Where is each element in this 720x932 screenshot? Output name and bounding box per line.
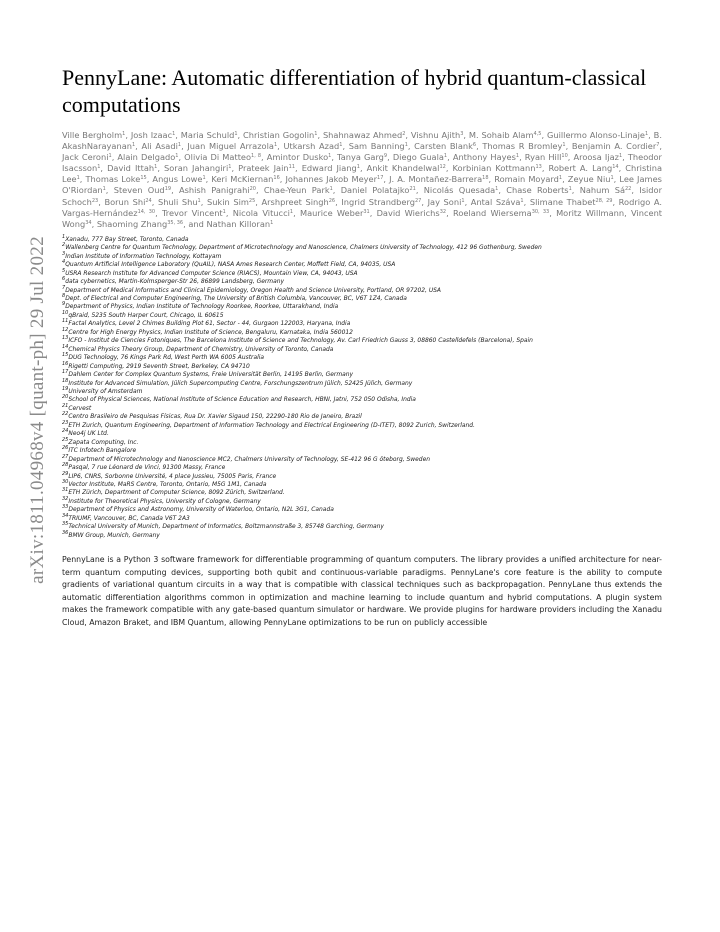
author-affiliation-marker: 24 xyxy=(145,197,152,204)
author-affiliation-marker: 1 xyxy=(495,186,499,193)
author-name: Vishnu Ajith xyxy=(410,130,461,140)
author-name: Ryan Hill xyxy=(524,152,562,163)
author-affiliation-marker: 1 xyxy=(102,186,106,193)
author-name: Nicolás Quesada xyxy=(423,185,496,196)
paper-title: PennyLane: Automatic differentiation of hybrid quantum-classical computations xyxy=(62,65,647,117)
author-affiliation-marker: 1 xyxy=(610,175,614,182)
author-name: Daniel Polatajko xyxy=(340,185,410,196)
author-name: Tanya Garg xyxy=(337,152,384,163)
author-affiliation-marker: 1 xyxy=(175,153,179,160)
affiliation-item xyxy=(62,343,662,354)
author-affiliation-marker: 2 xyxy=(402,131,406,137)
affiliation-number: 32 xyxy=(62,495,69,502)
affiliation-number: 34 xyxy=(62,512,69,519)
affiliation-number: 16 xyxy=(62,360,69,367)
author-name: Ville Bergholm xyxy=(62,130,123,140)
affiliation-text: School of Physical Sciences, National Institute of Science Education and Research, HBNI, Jatni, 752 050 Odisha, India xyxy=(68,396,416,404)
affiliation-number: 28 xyxy=(62,462,69,469)
author-name: Benjamin A. Cordier xyxy=(571,141,657,152)
affiliation-text: Chemical Physics Theory Group, Department of Chemistry, University of Toronto, Canada xyxy=(68,345,334,353)
author-name: Keri McKiernan xyxy=(211,174,274,185)
author-name: Arshpreet Singh xyxy=(261,196,329,207)
author-name: Christina Lee xyxy=(62,163,663,185)
affiliation-text: Pasqal, 7 rue Léonard de Vinci, 91300 Massy, France xyxy=(68,464,226,472)
author-affiliation-marker: 1 xyxy=(131,142,136,149)
author-name: Zeyue Niu xyxy=(567,174,611,185)
affiliation-text: ICFO - Institut de Ciencies Fotoniques, The Barcelona Institute of Science and Technology, Av. Carl Friedrich Gauss 3, 08860 Castelldefels (Barcelona), Spain xyxy=(68,337,533,345)
author-name: David Wierichs xyxy=(376,207,440,218)
author-name: Sam Banning xyxy=(348,141,405,152)
affiliation-number: 30 xyxy=(62,478,69,485)
affiliation-item xyxy=(62,303,662,311)
affiliation-text: Centre for High Energy Physics, Indian Institute of Science, Bengaluru, Karnataka, India 560012 xyxy=(68,328,353,336)
author-name: Roeland Wiersema xyxy=(452,207,532,218)
affiliation-number: 20 xyxy=(62,394,69,401)
author-name: Antal Száva xyxy=(470,196,521,207)
affiliation-text: Technical University of Munich, Department of Informatics, Boltzmannstraße 3, 85748 Garching, Germany xyxy=(68,523,384,531)
affiliation-item xyxy=(62,360,662,371)
author-list: Ville Bergholm$^1$, Josh Izaac$^1$, Maria Schuld$^1$, Christian Gogolin$^1$, Shahnawaz Ahmed$^2$, Vishnu Ajith$^3$, M. Sohaib Alam$^{4,5}$, Guillermo Alonso-Linaje$^1$, B. AkashNarayanan$^1$, Ali Asadi$^1$, Juan Miguel Arrazola$^1$, Utkarsh Azad$^1$, Sam Banning$^1$, Carsten Blank$^6$, Thomas R Bromley$^1$, Benjamin A. Cordier$^7$, Jack Ceroni$^1$, Alain Delgado$^1$, Olivia Di Matteo$^{1, 8}$, Amintor Dusko$^1$, Tanya Garg$^9$, Diego Guala$^1$, Anthony Hayes$^1$, Ryan Hill$^{10}$, Aroosa Ijaz$^1$, Theodor Isacsson$^1$, David Ittah$^1$, Soran Jahangiri$^1$, Prateek Jain$^{11}$, Edward Jiang$^1$, Ankit Khandelwal$^{12}$, Korbinian Kottmann$^{13}$, Robert A. Lang$^{14}$, Christina Lee$^1$, Thomas Loke$^{15}$, Angus Lowe$^1$, Keri McKiernan$^{16}$, Johannes Jakob Meyer$^{17}$, J. A. Montañez-Barrera$^{18}$, Romain Moyard$^1$, Zeyue Niu$^1$, Lee James O'Riordan$^1$, Steven Oud$^{19}$, Ashish Panigrahi$^{20}$, Chae-Yeun Park$^1$, Daniel Polatajko$^{21}$, Nicolás Quesada$^1$, Chase Roberts$^1$, Nahum $Sá^{22}$, Isidor Schoch$^{23}$, Borun Shi$^{24}$, Shuli Shu$^1$, Sukin Sim$^{25}$, Arshpreet Singh$^{26}$, Ingrid Strandberg$^{27}$, Jay Soni$^1$, Antal Száva$^1$, Slimane Thabet$^{28, 29}$, Rodrigo A. Vargas-Hernández$^{14, 30}$, Trevor Vincent$^1$, Nicola Vitucci$^1$, Maurice Weber$^{31}$, David Wierichs$^{32}$, Roeland Wiersema$^{30, 33}$, Moritz Willmann, Vincent Wong$^{34}$, Shaoming Zhang$^{35, 36}$, and Nathan Killoran$^1$ xyxy=(62,130,663,229)
affiliation-number: 4 xyxy=(62,259,66,266)
affiliation-item xyxy=(62,261,662,269)
affiliation-text: Centro Brasileiro de Pesquisas Físicas, Rua Dr. Xavier Sigaud 150, 22290-180 Rio de Janeiro, Brazil xyxy=(68,413,362,421)
affiliation-number: 29 xyxy=(62,470,69,477)
affiliation-number: 18 xyxy=(62,377,69,384)
affiliation-number: 22 xyxy=(62,411,69,418)
author-affiliation-marker: 1 xyxy=(568,186,572,193)
author-name: David Ittah xyxy=(107,163,155,174)
affiliation-item xyxy=(62,430,662,438)
author-name: Ingrid Strandberg xyxy=(341,196,415,207)
affiliation-text: USRA Research Institute for Advanced Computer Science (RIACS), Mountain View, CA, 94043, USA xyxy=(65,269,358,277)
author-name: Anthony Hayes xyxy=(452,152,516,163)
author-affiliation-marker: 1 xyxy=(562,142,566,149)
author-name: Amintor Dusko xyxy=(266,152,329,163)
affiliation-number: 7 xyxy=(62,284,66,291)
author-affiliation-marker: 1 xyxy=(339,142,343,149)
author-affiliation-marker: 1, 8 xyxy=(251,153,262,160)
author-name: Theodor Isacsson xyxy=(62,152,662,174)
author-affiliation-marker: 1 xyxy=(356,164,360,171)
abstract-text: PennyLane is a Python 3 software framework for differentiable programming of quantum computers. The library provides a unified architecture for near-term quantum computing devices, supporting both qubit and continuous-variable paradigms. PennyLane's core feature is the ability to compute gradients of variational quantum circuits in a way that is compatible with classical techniques such as backpropagation. PennyLane thus extends the automatic differentiation algorithms common in optimization and machine learning to include quantum and hybrid computations. A plugin system makes the framework compatible with any gate-based quantum simulator or hardware. We provide plugins for hardware providers including the Xanadu Cloud, Amazon Braket, and IBM Quantum, allowing PennyLane optimizations to be run on publicly accessible xyxy=(62,555,662,627)
author-affiliation-marker: 1 xyxy=(461,197,465,204)
affiliation-text: Neo4j UK Ltd. xyxy=(68,430,109,438)
affiliation-item xyxy=(62,267,662,278)
author-affiliation-marker: 11 xyxy=(288,164,296,171)
affiliation-number: 36 xyxy=(62,529,69,536)
affiliation-text: Dept. of Electrical and Computer Engineering, The University of British Columbia, Vancouver, BC, V6T 1Z4, Canada xyxy=(65,295,407,303)
affiliation-item xyxy=(62,354,662,362)
author-affiliation-marker: 1 xyxy=(234,131,238,137)
author-affiliation-marker: 17 xyxy=(377,175,384,182)
affiliation-text: data cybernetics, Martin-Kolmsperger-Str 26, 86899 Landsberg, Germany xyxy=(65,278,284,286)
author-name: Olivia Di Matteo xyxy=(184,152,252,163)
author-affiliation-marker: 35, 36 xyxy=(167,219,184,226)
affiliation-number: 31 xyxy=(62,487,69,494)
author-affiliation-marker: 21 xyxy=(409,186,416,193)
author-affiliation-marker: 1 xyxy=(443,153,448,160)
affiliation-text: BMW Group, Munich, Germany xyxy=(68,531,160,539)
author-name: Ali Asadi xyxy=(141,141,178,152)
author-affiliation-marker: 23 xyxy=(91,197,99,204)
author-name: Johannes Jakob Meyer xyxy=(285,174,378,185)
affiliation-item xyxy=(62,506,662,514)
author-affiliation-marker: 1 xyxy=(228,164,232,171)
affiliation-item xyxy=(62,413,662,421)
author-affiliation-marker: 31 xyxy=(363,208,370,215)
author-name: Nicola Vitucci xyxy=(232,207,290,218)
author-affiliation-marker: 32 xyxy=(439,208,447,215)
author-name: Jack Ceroni xyxy=(62,152,109,163)
author-affiliation-marker: 7 xyxy=(656,142,660,149)
author-name: Robert A. Lang xyxy=(548,163,613,174)
author-affiliation-marker: 27 xyxy=(414,197,422,204)
author-affiliation-marker: 15 xyxy=(140,175,147,182)
author-name: Shahnawaz Ahmed xyxy=(322,130,403,140)
author-name: Vincent Wong xyxy=(62,207,663,229)
author-affiliation-marker: 16 xyxy=(273,175,280,182)
author-affiliation-marker: 1 xyxy=(222,208,226,215)
affiliation-item xyxy=(62,326,662,337)
affiliation-item xyxy=(62,436,662,447)
affiliation-number: 11 xyxy=(62,318,69,325)
affiliation-item xyxy=(62,523,662,531)
author-name: Nathan Killoran xyxy=(206,218,271,229)
affiliation-text: University of Amsterdam xyxy=(68,388,143,395)
author-name: Steven Oud xyxy=(113,185,165,196)
author-affiliation-marker: 1 xyxy=(515,153,520,160)
author-affiliation-marker: 12 xyxy=(439,164,446,171)
author-name: Isidor Schoch xyxy=(62,185,662,207)
author-name: Shaoming Zhang xyxy=(96,218,168,229)
author-affiliation-marker: 22 xyxy=(625,186,632,193)
author-affiliation-marker: 3 xyxy=(460,131,464,137)
affiliation-number: 1 xyxy=(62,233,66,240)
author-name: Edward Jiang xyxy=(301,163,357,174)
author-name: Korbinian Kottmann xyxy=(452,163,536,174)
author-affiliation-marker: 9 xyxy=(383,153,388,160)
author-affiliation-marker: 1 xyxy=(273,142,278,149)
affiliation-text: Vector Institute, MaRS Centre, Toronto, Ontario, M5G 1M1, Canada xyxy=(68,480,267,488)
affiliation-text: ETH Zurich, Quantum Engineering, Department of Information Technology and Electrical Engineering (D-ITET), 8092 Zurich, Switzerland. xyxy=(68,421,475,429)
affiliation-number: 5 xyxy=(62,267,66,274)
affiliation-item xyxy=(62,464,662,472)
affiliation-text: Quantum Artificial Intelligence Laboratory (QuAIL), NASA Ames Research Center, Moffett Field, CA, 94035, USA xyxy=(65,261,396,269)
affiliation-item xyxy=(62,244,662,252)
author-affiliation-marker: 1 xyxy=(172,131,176,137)
author-affiliation-marker: 14 xyxy=(612,164,619,171)
affiliation-item xyxy=(62,377,662,388)
affiliation-text: LIP6, CNRS, Sorbonne Université, 4 place Jussieu, 75005 Paris, France xyxy=(68,472,277,480)
author-name: Ankit Khandelwal xyxy=(366,163,440,174)
affiliation-number: 24 xyxy=(62,428,69,435)
affiliation-item xyxy=(62,320,662,328)
author-name: Borun Shi xyxy=(104,196,146,207)
affiliation-item xyxy=(62,250,662,261)
author-name: Rodrigo A. Vargas-Hernández xyxy=(62,196,663,218)
affiliation-number: 12 xyxy=(62,326,69,333)
author-affiliation-marker: 10 xyxy=(561,153,568,160)
affiliation-text: Department of Medical Informatics and Clinical Epidemiology, Oregon Health and Science University, Portland, OR 97202, USA xyxy=(65,286,441,294)
affiliation-number: 21 xyxy=(62,402,69,409)
affiliation-text: Rigetti Computing, 2919 Seventh Street, Berkeley, CA 94710 xyxy=(68,362,250,370)
affiliation-text: qBraid, 5235 South Harper Court, Chicago, IL 60615 xyxy=(68,311,224,319)
author-name: Angus Lowe xyxy=(152,174,203,185)
author-affiliation-marker: 1 xyxy=(328,153,332,160)
affiliation-text: Factal Analytics, Level 2 Chimes Building Plot 61, Sector - 44, Gurgaon 122003, Haryana, India xyxy=(68,320,351,328)
author-affiliation-marker: 20 xyxy=(249,186,256,193)
affiliation-item xyxy=(62,470,662,481)
author-affiliation-marker: 34 xyxy=(85,219,92,226)
author-affiliation-marker: 1 xyxy=(644,131,649,137)
affiliation-item xyxy=(62,419,662,430)
affiliation-text: Xanadu, 777 Bay Street, Toronto, Canada xyxy=(65,235,189,243)
affiliation-text: Department of Microtechnology and Nanoscience MC2, Chalmers University of Technology, SE-412 96 G öteborg, Sweden xyxy=(68,455,430,463)
affiliation-text: Department of Physics, Indian Institute of Technology Roorkee, Roorkee, Uttarakhand, India xyxy=(65,303,339,311)
author-name: Thomas Loke xyxy=(85,174,141,185)
author-name: Jay Soni xyxy=(427,196,462,207)
affiliation-item xyxy=(62,512,662,523)
author-affiliation-marker: 1 xyxy=(404,142,408,149)
affiliation-number: 25 xyxy=(62,436,69,443)
affiliation-text: Wallenberg Centre for Quantum Technology, Department of Microtechnology and Nanoscience, Chalmers University of Technology, 412 96 Gothenburg, Sweden xyxy=(65,244,542,252)
affiliation-number: 6 xyxy=(62,276,66,283)
affiliation-text: Institute for Advanced Simulation, Jülich Supercomputing Centre, Forschungszentrum Jülich, 52425 Jülich, Germany xyxy=(68,379,413,387)
author-name: Prateek Jain xyxy=(238,163,289,174)
author-affiliation-marker: 1 xyxy=(558,175,563,182)
author-affiliation-marker: 14, 30 xyxy=(137,208,156,215)
affiliation-item xyxy=(62,453,662,464)
author-affiliation-marker: 1 xyxy=(329,186,333,193)
affiliation-item xyxy=(62,396,662,404)
author-affiliation-marker: 1 xyxy=(618,153,623,160)
author-name: Carsten Blank xyxy=(414,141,473,152)
author-affiliation-marker: 25 xyxy=(248,197,256,204)
affiliation-number: 2 xyxy=(62,242,66,249)
affiliation-text: Zapata Computing, Inc. xyxy=(68,438,139,446)
author-name: Guillermo Alonso-Linaje xyxy=(546,130,645,140)
arxiv-sidebar xyxy=(18,230,58,590)
author-name: Sukin Sim xyxy=(206,196,249,207)
affiliation-number: 26 xyxy=(62,445,69,452)
author-name: Diego Guala xyxy=(392,152,444,163)
author-affiliation-marker: 1 xyxy=(289,208,294,215)
author-affiliation-marker: 13 xyxy=(535,164,542,171)
author-name: Soran Jahangiri xyxy=(164,163,229,174)
affiliation-text: Department of Physics and Astronomy, University of Waterloo, Ontario, N2L 3G1, Canada xyxy=(68,506,334,514)
author-name: Nahum Sá xyxy=(579,185,625,196)
affiliation-text: Cervest xyxy=(68,404,92,412)
affiliation-item xyxy=(62,371,662,379)
author-name: Josh Izaac xyxy=(130,130,173,140)
author-affiliation-marker: 1 xyxy=(197,197,201,204)
affiliation-item xyxy=(62,447,662,455)
affiliation-number: 9 xyxy=(62,301,66,308)
affiliation-item xyxy=(62,337,662,345)
affiliation-text: Dahlem Center for Complex Quantum Systems, Freie Universität Berlin, 14195 Berlin, Germany xyxy=(68,371,354,379)
author-name: J. A. Montañez-Barrera xyxy=(389,174,483,185)
affiliation-number: 3 xyxy=(62,250,66,257)
affiliation-item xyxy=(62,278,662,286)
affiliation-number: 17 xyxy=(62,369,69,376)
affiliation-list xyxy=(62,233,662,540)
affiliation-text: Institute for Theoretical Physics, University of Cologne, Germany xyxy=(68,497,261,505)
affiliation-number: 35 xyxy=(62,521,69,528)
author-affiliation-marker: 1 xyxy=(202,175,206,182)
author-affiliation-marker: 1 xyxy=(108,153,112,160)
author-affiliation-marker: 1 xyxy=(154,164,158,171)
author-affiliation-marker: 1 xyxy=(76,175,80,182)
affiliation-number: 8 xyxy=(62,293,66,300)
author-name: Maurice Weber xyxy=(299,207,364,218)
arxiv-identifier: arXiv:1811.04968v4 [quant-ph] 29 Jul 2022 xyxy=(27,236,48,584)
author-affiliation-marker: 30, 33 xyxy=(531,208,550,215)
affiliation-number: 14 xyxy=(62,343,69,350)
author-name: Romain Moyard xyxy=(494,174,559,185)
author-affiliation-marker: 1 xyxy=(122,131,126,137)
author-name: B. AkashNarayanan xyxy=(62,130,662,152)
affiliation-text: ETH Zürich, Department of Computer Science, 8092 Zürich, Switzerland. xyxy=(68,489,285,497)
author-name: Utkarsh Azad xyxy=(283,141,340,152)
affiliation-item xyxy=(62,489,662,497)
author-name: Ashish Panigrahi xyxy=(178,185,250,196)
affiliation-number: 10 xyxy=(62,309,69,316)
author-name: Aroosa Ijaz xyxy=(573,152,619,163)
affiliation-text: DUG Technology, 76 Kings Park Rd, West Perth WA 6005 Australia xyxy=(68,354,265,362)
paper-first-page xyxy=(62,0,662,629)
author-name: Lee James O'Riordan xyxy=(62,174,662,196)
affiliation-item xyxy=(62,284,662,295)
affiliation-number: 19 xyxy=(62,386,69,392)
author-name: M. Sohaib Alam xyxy=(468,130,534,140)
author-name: Alain Delgado xyxy=(117,152,176,163)
author-affiliation-marker: 1 xyxy=(270,219,274,226)
author-affiliation-marker: 28, 29 xyxy=(595,197,613,204)
author-name: Chae-Yeun Park xyxy=(263,185,330,196)
affiliation-number: 13 xyxy=(62,335,69,342)
author-affiliation-marker: 18 xyxy=(482,175,489,182)
author-affiliation-marker: 6 xyxy=(472,142,477,149)
author-affiliation-marker: 1 xyxy=(97,164,101,171)
author-name: Trevor Vincent xyxy=(161,207,223,218)
author-affiliation-marker: 1 xyxy=(177,142,182,149)
affiliation-text: Indian Institute of Information Technology, Kottayam xyxy=(65,252,222,260)
author-name: Thomas R Bromley xyxy=(482,141,563,152)
author-affiliation-marker: 26 xyxy=(328,197,336,204)
affiliation-text: ITC Infotech Bangalore xyxy=(68,447,137,455)
author-affiliation-marker: 1 xyxy=(520,197,524,204)
author-name: Chase Roberts xyxy=(506,185,569,196)
author-name: Moritz Willmann xyxy=(556,207,625,218)
author-affiliation-marker: 1 xyxy=(314,131,318,137)
affiliation-number: 23 xyxy=(62,419,69,426)
affiliation-number: 27 xyxy=(62,453,69,460)
author-name: Christian Gogolin xyxy=(243,130,315,140)
affiliation-text: TRIUMF, Vancouver, BC, Canada V6T 2A3 xyxy=(68,514,190,522)
author-name: Maria Schuld xyxy=(180,130,235,140)
affiliation-item xyxy=(62,529,662,540)
author-name: Juan Miguel Arrazola xyxy=(187,141,274,152)
affiliation-number: 15 xyxy=(62,352,69,359)
author-name: Slimane Thabet xyxy=(529,196,596,207)
affiliation-number: 33 xyxy=(62,504,69,511)
author-affiliation-marker: 4,5 xyxy=(533,131,542,137)
author-affiliation-marker: 19 xyxy=(164,186,172,193)
author-name: Shuli Shu xyxy=(157,196,198,207)
